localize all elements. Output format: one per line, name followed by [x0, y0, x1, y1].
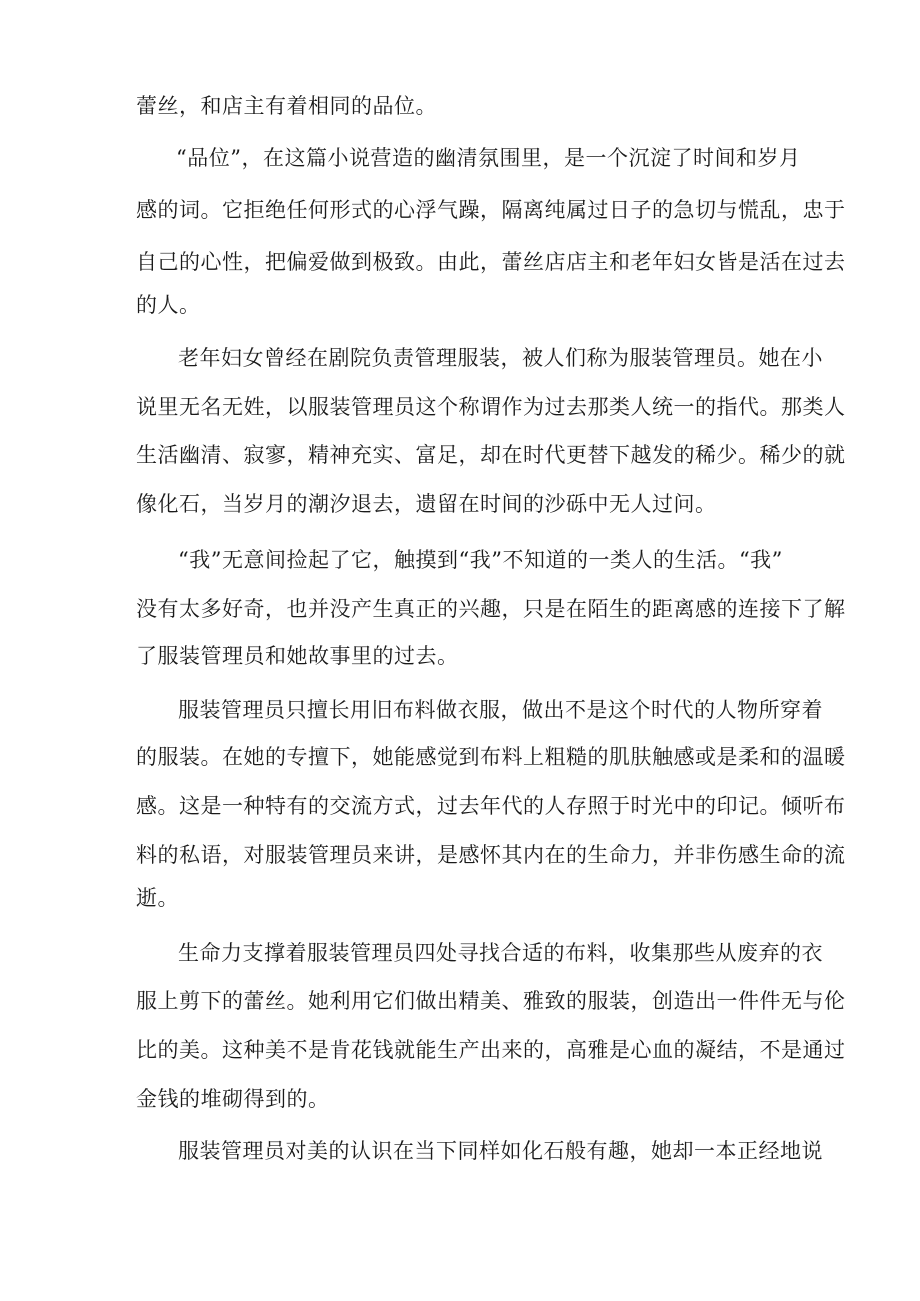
text-line: 服上剪下的蕾丝。她利用它们做出精美、雅致的服装，创造出一件件无与伦: [136, 989, 846, 1013]
text-line: 感的词。它拒绝任何形式的心浮气躁，隔离纯属过日子的急切与慌乱，忠于: [136, 198, 846, 222]
text-line: 像化石，当岁月的潮汐退去，遗留在时间的沙砾中无人过问。: [136, 492, 717, 516]
text-line: 了服装管理员和她故事里的过去。: [136, 644, 459, 668]
text-line: 没有太多好奇，也并没产生真正的兴趣，只是在陌生的距离感的连接下了解: [136, 597, 846, 621]
text-line: 的服装。在她的专擅下，她能感觉到布料上粗糙的肌肤触感或是柔和的温暖: [136, 745, 846, 769]
text-line: “我”无意间捡起了它，触摸到“我”不知道的一类人的生活。“我”: [178, 548, 783, 572]
text-line: 服装管理员只擅长用旧布料做衣服，做出不是这个时代的人物所穿着: [178, 698, 823, 722]
text-line: 老年妇女曾经在剧院负责管理服装，被人们称为服装管理员。她在小: [178, 346, 823, 370]
text-line: 蕾丝，和店主有着相同的品位。: [136, 94, 437, 118]
text-line: 自己的心性，把偏爱做到极致。由此，蕾丝店店主和老年妇女皆是活在过去: [136, 250, 846, 274]
text-line: 服装管理员对美的认识在当下同样如化石般有趣，她却一本正经地说: [178, 1139, 823, 1163]
text-line: 金钱的堆砌得到的。: [136, 1087, 330, 1111]
text-line: 说里无名无姓，以服装管理员这个称谓作为过去那类人统一的指代。那类人: [136, 395, 846, 419]
text-line: “品位”，在这篇小说营造的幽清氛围里，是一个沉淀了时间和岁月: [176, 146, 801, 170]
text-line: 料的私语，对服装管理员来讲，是感怀其内在的生命力，并非伤感生命的流: [136, 843, 846, 867]
text-line: 感。这是一种特有的交流方式，过去年代的人存照于时光中的印记。倾听布: [136, 794, 846, 818]
text-line: 逝。: [136, 886, 179, 910]
text-line: 的人。: [136, 293, 201, 317]
text-line: 生命力支撑着服装管理员四处寻找合适的布料，收集那些从废弃的衣: [178, 941, 823, 965]
text-line: 比的美。这种美不是肯花钱就能生产出来的，高雅是心血的凝结，不是通过: [136, 1038, 846, 1062]
text-line: 生活幽清、寂寥，精神充实、富足，却在时代更替下越发的稀少。稀少的就: [136, 443, 846, 467]
